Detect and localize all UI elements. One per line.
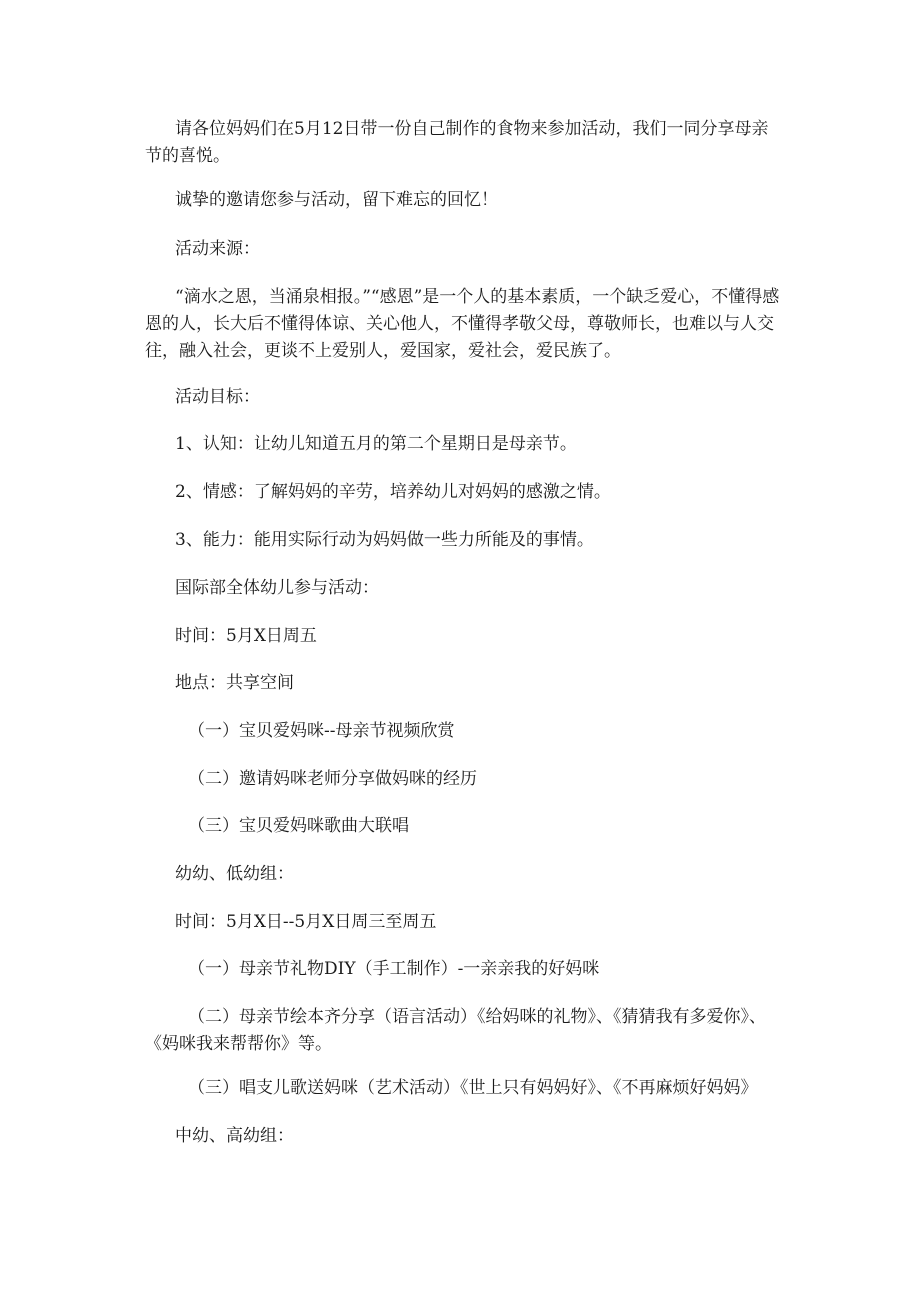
- activity-item-picture-books: （二）母亲节绘本齐分享（语言活动）《给妈咪的礼物》、《猜猜我有多爱你》、《妈咪我来帮帮你》等。: [145, 1007, 766, 1054]
- activity-item-diy-gift: （一）母亲节礼物DIY（手工制作）-一亲亲我的好妈咪: [188, 959, 600, 979]
- heading-international-dept: 国际部全体幼儿参与活动：: [175, 578, 379, 598]
- goal-item-ability: 3、能力：能用实际行动为妈妈做一些力所能及的事情。: [175, 530, 594, 550]
- heading-activity-goals: 活动目标：: [175, 387, 260, 407]
- activity-item-singalong: （三）宝贝爱妈咪歌曲大联唱: [188, 816, 409, 836]
- goal-item-cognition: 1、认知：让幼儿知道五月的第二个星期日是母亲节。: [175, 434, 577, 454]
- activity-item-nursery-rhymes: （三）唱支儿歌送妈咪（艺术活动）《世上只有妈妈好》、《不再麻烦好妈妈》: [188, 1078, 758, 1098]
- heading-junior-groups: 幼幼、低幼组：: [175, 864, 294, 884]
- time-line-wed-fri: 时间：5月X日--5月X日周三至周五: [175, 912, 437, 932]
- activity-item-video: （一）宝贝爱妈咪--母亲节视频欣赏: [188, 721, 455, 741]
- paragraph-invitation: 请各位妈妈们在5月12日带一份自己制作的食物来参加活动，我们一同分享母亲节的喜悦。: [145, 119, 769, 166]
- time-line-friday: 时间：5月X日周五: [175, 626, 317, 646]
- heading-senior-groups: 中幼、高幼组：: [175, 1126, 294, 1146]
- paragraph-gratitude: “滴水之恩，当涌泉相报。”“感恩”是一个人的基本素质，一个缺乏爱心，不懂得感恩的人，长大后不懂得体谅、关心他人，不懂得孝敬父母，尊敬师长，也难以与人交往，融入社会，更谈不上爱别人，爱国家，爱社会，爱民族了。: [145, 287, 780, 361]
- location-line: 地点：共享空间: [175, 673, 294, 693]
- goal-item-emotion: 2、情感：了解妈妈的辛劳，培养幼儿对妈妈的感激之情。: [175, 482, 611, 502]
- activity-item-teacher-share: （二）邀请妈咪老师分享做妈咪的经历: [188, 769, 477, 789]
- heading-activity-source: 活动来源：: [175, 239, 260, 259]
- paragraph-sincere-invite: 诚挚的邀请您参与活动，留下难忘的回忆！: [175, 190, 498, 210]
